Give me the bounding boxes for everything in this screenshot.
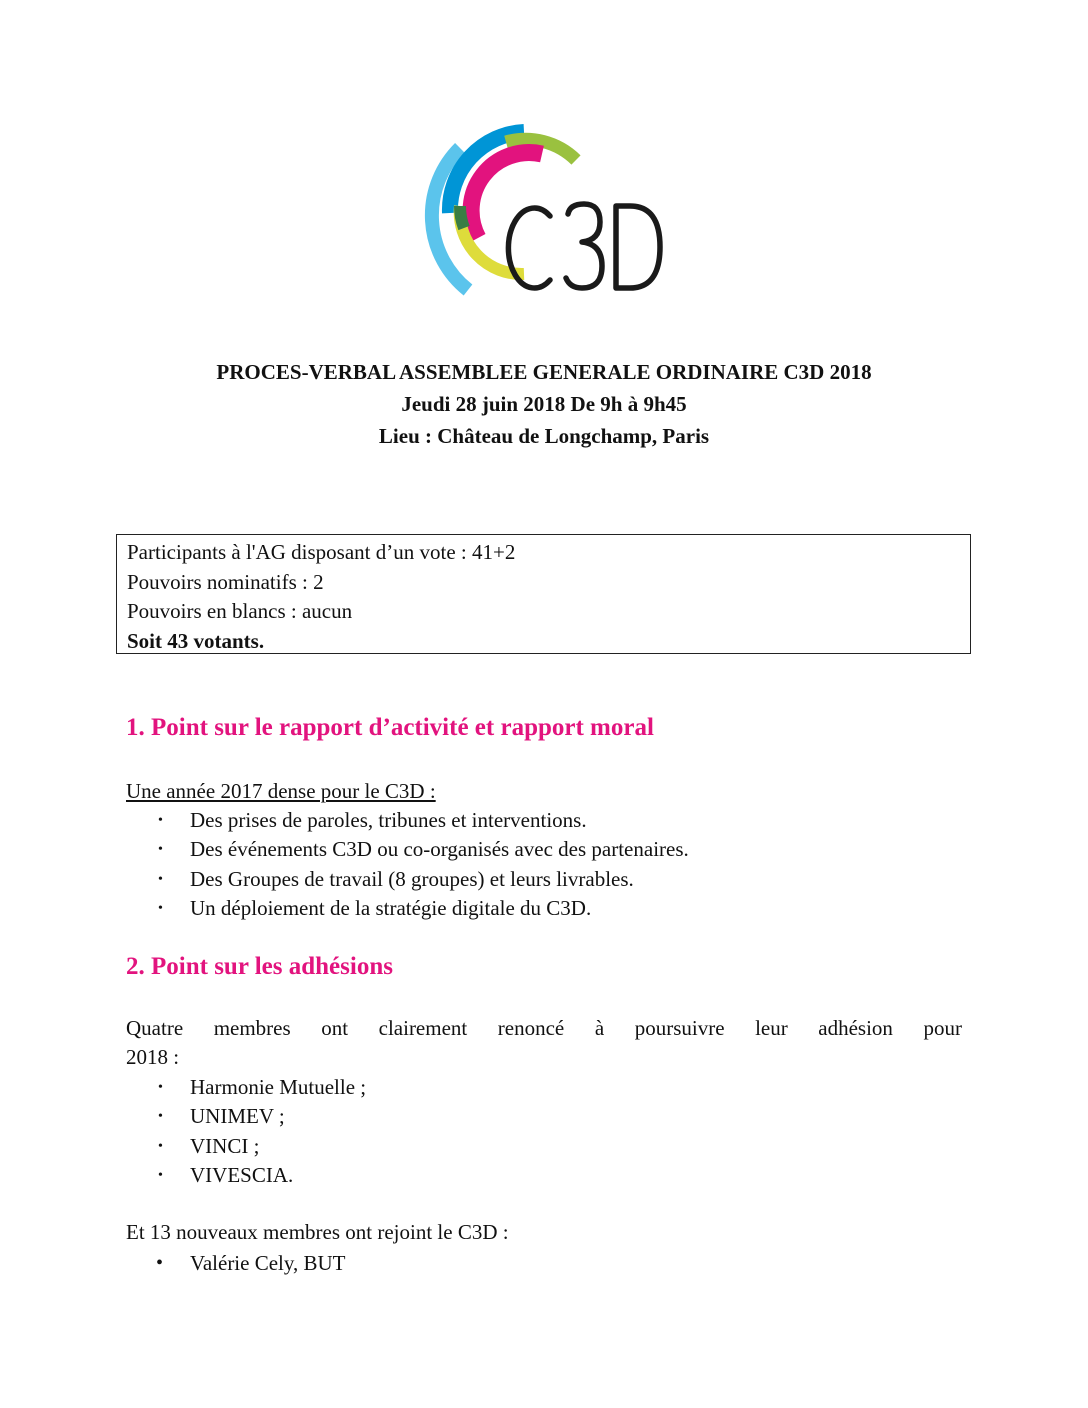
section-2-heading: 2. Point sur les adhésions xyxy=(126,953,393,980)
document-header xyxy=(0,356,1088,452)
section-2-intro xyxy=(126,1014,962,1072)
bullet-icon: • xyxy=(158,1138,163,1154)
list-item: • Valérie Cely, BUT xyxy=(152,1249,346,1278)
c3d-logo xyxy=(420,118,680,333)
section-2-intro-line-1: Quatre membres ont clairement renoncé à poursuivre leur adhésion pour xyxy=(126,1016,962,1040)
bullet-icon: • xyxy=(158,871,163,887)
logo-arc-magenta xyxy=(471,153,542,238)
new-members-intro: Et 13 nouveaux membres ont rejoint le C3D : xyxy=(126,1220,509,1244)
list-item: • Harmonie Mutuelle ; xyxy=(152,1073,366,1102)
section-1-intro-text: Une année 2017 dense pour le C3D : xyxy=(126,779,436,803)
bullet-icon: • xyxy=(158,1109,163,1125)
list-item: • VINCI ; xyxy=(152,1132,366,1161)
list-item: • Un déploiement de la stratégie digitale du C3D. xyxy=(152,894,689,923)
document-title: PROCES-VERBAL ASSEMBLEE GENERALE ORDINAIRE C3D 2018 xyxy=(216,360,872,384)
total-voters: Soit 43 votants. xyxy=(127,628,265,653)
list-item: • UNIMEV ; xyxy=(152,1102,366,1131)
meeting-date: Jeudi 28 juin 2018 De 9h à 9h45 xyxy=(401,392,687,416)
nominative-proxies: Pouvoirs nominatifs : 2 xyxy=(127,569,324,594)
bullet-icon: • xyxy=(158,1080,163,1095)
bullet-icon: • xyxy=(156,1252,164,1274)
bullet-icon: • xyxy=(158,900,163,916)
votes-summary-box xyxy=(116,534,971,654)
section-1-heading: 1. Point sur le rapport d’activité et rapport moral xyxy=(126,714,654,741)
meeting-location: Lieu : Château de Longchamp, Paris xyxy=(378,424,710,448)
section-1-list xyxy=(152,806,689,923)
section-1-intro xyxy=(126,777,436,806)
section-2-intro-line-2: 2018 : xyxy=(126,1045,180,1069)
logo-lettering xyxy=(508,204,660,288)
bullet-icon: • xyxy=(158,813,163,828)
list-item: • Des événements C3D ou co-organisés avec des partenaires. xyxy=(152,835,689,864)
list-item: • Des Groupes de travail (8 groupes) et leurs livrables. xyxy=(152,865,689,894)
bullet-icon: • xyxy=(158,842,163,858)
logo-arc-dark-green xyxy=(460,206,464,228)
leaving-members-list xyxy=(152,1073,366,1190)
blank-proxies: Pouvoirs en blancs : aucun xyxy=(127,599,353,623)
new-members-list xyxy=(152,1249,346,1278)
list-item: • Des prises de paroles, tribunes et interventions. xyxy=(152,806,689,835)
list-item: • VIVESCIA. xyxy=(152,1161,366,1190)
participants-count: Participants à l'AG disposant d’un vote : 41+2 xyxy=(127,540,516,564)
bullet-icon: • xyxy=(158,1167,163,1183)
